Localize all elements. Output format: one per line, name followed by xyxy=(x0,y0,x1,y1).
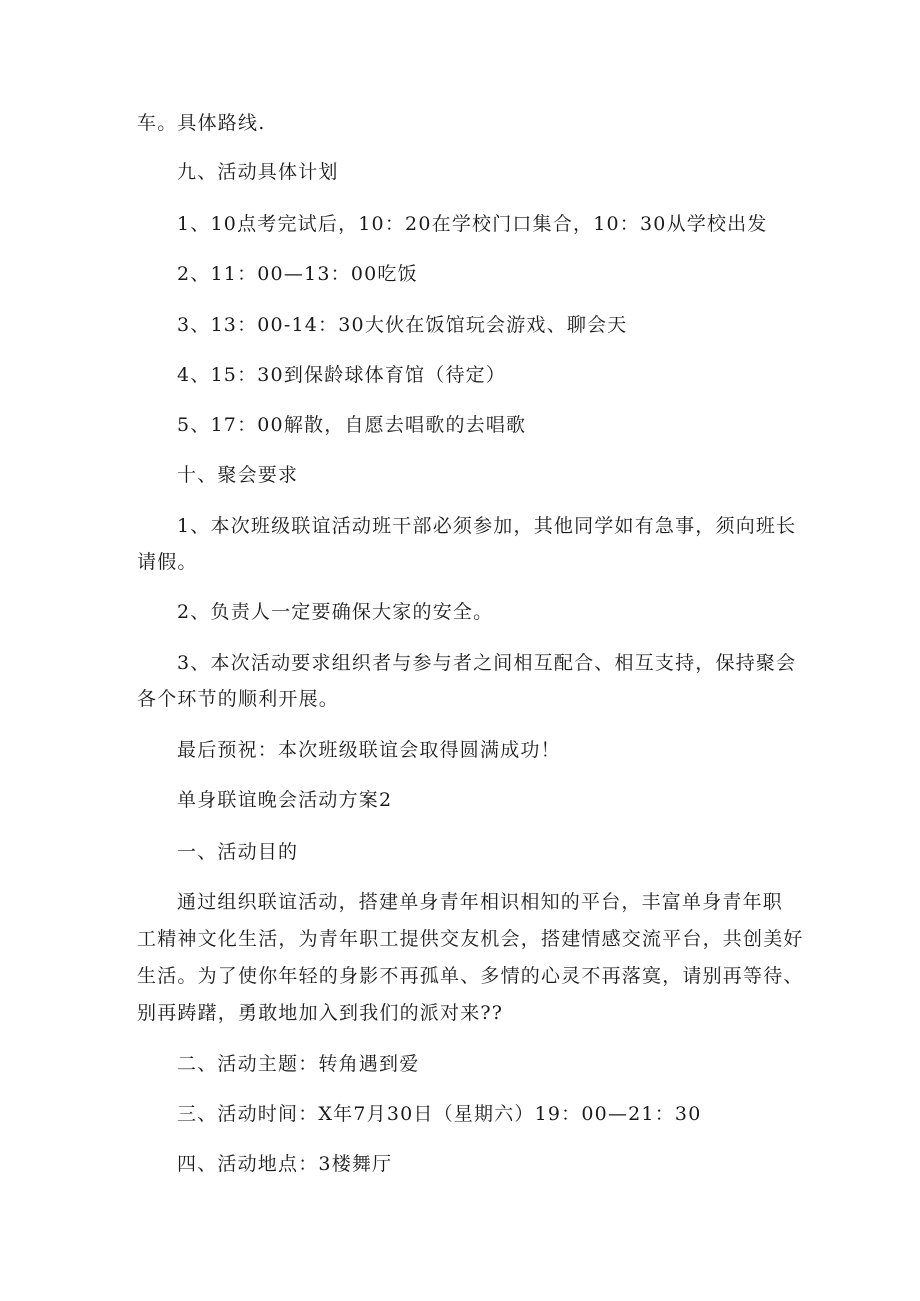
text-line: 最后预祝：本次班级联谊会取得圆满成功！ xyxy=(177,739,561,761)
paragraph-line: 工精神文化生活，为青年职工提供交友机会，搭建情感交流平台，共创美好 xyxy=(137,928,804,950)
text-line: 各个环节的顺利开展。 xyxy=(137,688,340,710)
section-heading: 三、活动时间：X年7月30日（星期六）19：00—21：30 xyxy=(177,1103,702,1125)
text-line: 车。具体路线. xyxy=(137,112,266,134)
text-line: 请假。 xyxy=(137,551,198,573)
section-heading: 一、活动目的 xyxy=(177,841,299,863)
list-item: 3、本次活动要求组织者与参与者之间相互配合、相互支持，保持聚会 xyxy=(177,652,797,674)
document-subtitle: 单身联谊晚会活动方案2 xyxy=(177,789,393,811)
section-heading: 十、聚会要求 xyxy=(177,464,299,486)
section-heading: 四、活动地点：3楼舞厅 xyxy=(177,1153,393,1175)
section-heading: 二、活动主题：转角遇到爱 xyxy=(177,1053,420,1075)
list-item: 1、10点考完试后，10：20在学校门口集合，10：30从学校出发 xyxy=(177,213,768,235)
section-heading: 九、活动具体计划 xyxy=(177,161,339,183)
list-item: 3、13：00-14：30大伙在饭馆玩会游戏、聊会天 xyxy=(177,314,628,336)
list-item: 2、负责人一定要确保大家的安全。 xyxy=(177,601,494,623)
list-item: 4、15：30到保龄球体育馆（待定） xyxy=(177,364,507,386)
list-item: 2、11：00—13：00吃饭 xyxy=(177,263,418,285)
list-item: 5、17：00解散，自愿去唱歌的去唱歌 xyxy=(177,414,527,436)
paragraph-line: 生活。为了使你年轻的身影不再孤单、多情的心灵不再落寞，请别再等待、 xyxy=(137,965,804,987)
paragraph-line: 别再踌躇，勇敢地加入到我们的派对来?? xyxy=(137,1002,504,1024)
paragraph-line: 通过组织联谊活动，搭建单身青年相识相知的平台，丰富单身青年职 xyxy=(177,891,784,913)
list-item: 1、本次班级联谊活动班干部必须参加，其他同学如有急事，须向班长 xyxy=(177,515,797,537)
